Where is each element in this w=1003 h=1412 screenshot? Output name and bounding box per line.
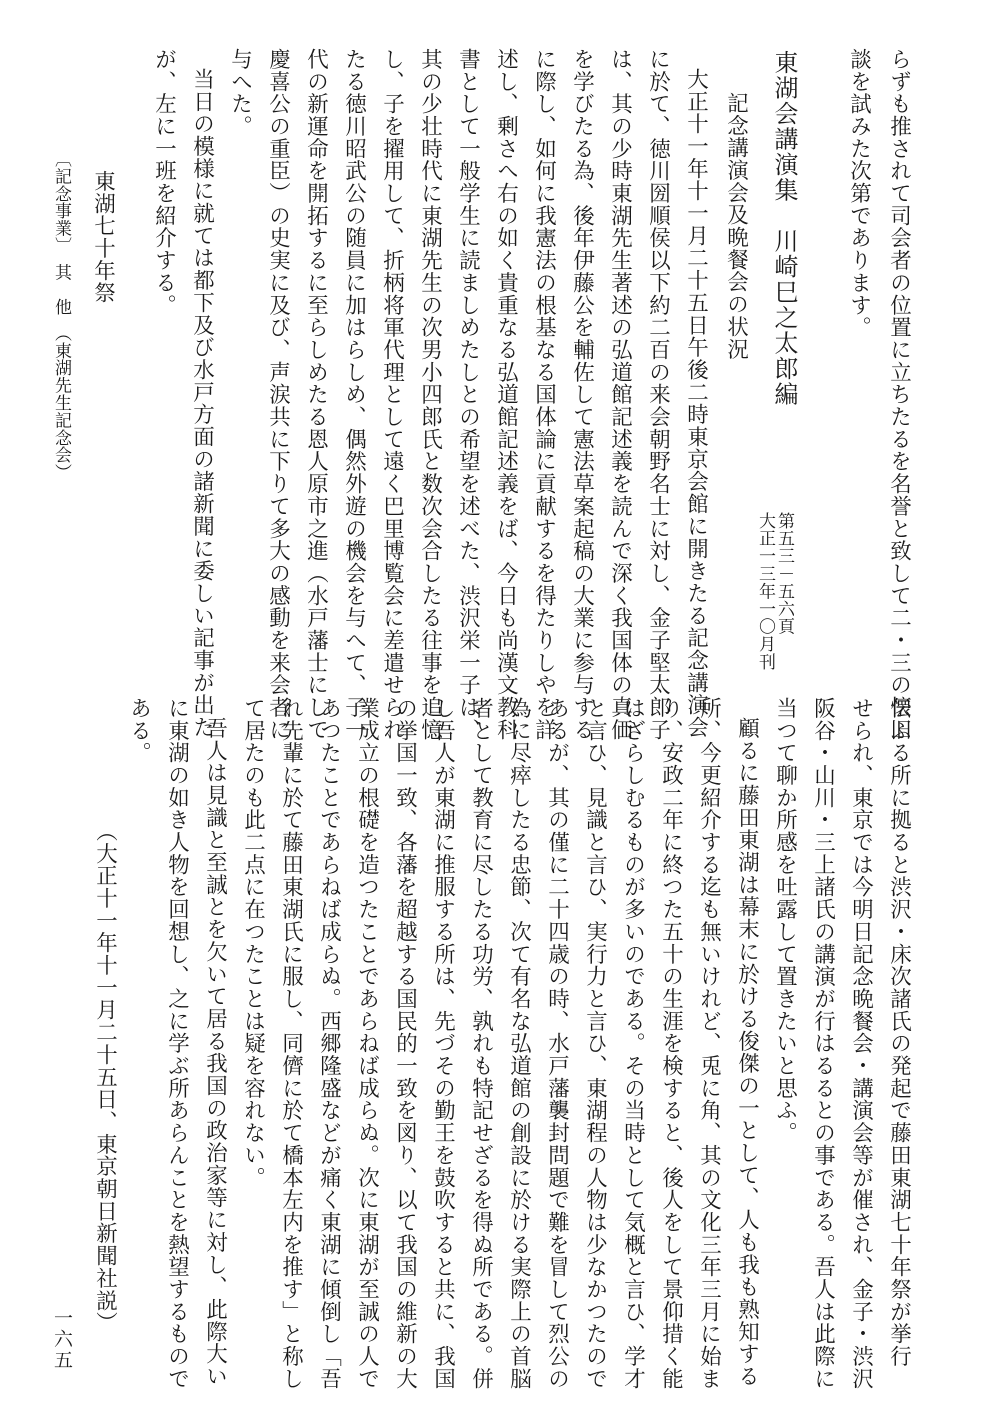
text-line: あるが、其の僅に二十四歳の時、水戸藩襲封問題で難を冒して烈公の (544, 697, 570, 1390)
text-line: に際し、如何に我憲法の根基なる国体論に貢献するを得たりしやを詳 (531, 48, 557, 741)
section-heading: 記念講演会及晩餐会の状況 (723, 92, 749, 361)
text-line: 其の少壮時代に東湖先生の次男小四郎氏と数次会合したる往事を追憶 (417, 48, 443, 741)
text-line: は、其の少時東湖先生著述の弘道館記述義を読んで深く我国体の真価 (607, 48, 633, 741)
text-line: が、左に一班を紹介する。 (151, 48, 177, 317)
text-line: ある。 (126, 697, 152, 765)
text-line: し、子を擢用して、折柄将軍代理として遠く巴里博覧会に差遣せられ (379, 48, 405, 741)
text-line: て居たのも此二点に在つたことは疑を容れない。 (240, 697, 266, 1189)
text-line: し吾人が東湖に推服する所は、先づその勤王を鼓吹すると共に、我国 (430, 697, 456, 1390)
text-line: 者として教育に尽したる功労、孰れも特記せざるを得ぬ所である。併 (468, 697, 494, 1390)
text-line: を学びたる為、後年伊藤公を輔佐して憲法草案起稿の大業に参与する (569, 48, 595, 741)
text-line: 当つて聊か所感を吐露して置きたいと思ふ。 (772, 697, 798, 1144)
category-label: 〔記念事業〕 其 他 （東湖先生記念会） (51, 150, 71, 481)
text-line: れ先輩に於て藤田東湖氏に服し、同儕に於て橋本左内を推す」と称し (278, 697, 304, 1390)
festival-title: 東湖七十年祭 (90, 170, 116, 305)
text-line: 代の新運命を開拓するに至らしめたる恩人原市之進（水戸藩士にして (303, 48, 329, 741)
text-line: と言ひ、見識と言ひ、実行力と言ひ、東湖程の人物は少なかつたので (582, 697, 608, 1390)
text-line: り、安政二年に終つた五十の生涯を検すると、後人をして景仰措く能 (658, 697, 684, 1390)
text-line: 当日の模様に就ては都下及び水戸方面の諸新聞に委しい記事が出た (189, 68, 215, 739)
page-number: 一六五 (51, 1308, 73, 1371)
text-line: たる徳川昭武公の随員に加はらしめ、偶然外遊の機会を与へて、子一 (341, 48, 367, 741)
text-line: せられ、東京では今明日記念晩餐会・講演会等が催され、金子・渋沢 (848, 697, 874, 1390)
text-line: の挙国一致、各藩を超越する国民的一致を図り、以て我国の維新の大 (392, 697, 418, 1390)
text-line: 慶喜公の重臣）の史実に及び、声涙共に下りて多大の感動を来会者に (265, 48, 291, 741)
text-line: に東湖の如き人物を回想し、之に学ぶ所あらんことを熱望するもので (164, 697, 190, 1390)
text-line: あつたことであらねば成らぬ。西郷隆盛などが痛く東湖に傾倒し「吾 (316, 697, 342, 1390)
text-line: 談を試みた次第であります。 (846, 48, 872, 339)
text-line: 与へた。 (227, 48, 253, 138)
text-line: 所、今更紹介する迄も無いけれど、兎に角、其の文化三年三月に始ま (696, 697, 722, 1390)
text-line: らずも推されて司会者の位置に立ちたるを名誉と致して二・三の懐旧 (886, 48, 912, 741)
text-line: 顧るに藤田東湖は幕末に於ける俊傑の一として、人も我も熟知する (734, 717, 760, 1388)
text-line: に於て、徳川圀順侯以下約二百の来会朝野名士に対し、金子堅太郎子 (645, 48, 671, 741)
text-line: 吾人は見識と至誠とを欠いて居る我国の政治家等に対し、此際大い (202, 717, 228, 1388)
text-line: はざらしむるものが多いのである。その当時として気概と言ひ、学才 (620, 697, 646, 1390)
text-line: 述し、剰さへ右の如く貴重なる弘道館記述義をば、今日も尚漢文教科 (493, 48, 519, 741)
source-citation-pages: 第五三－五六頁 (774, 512, 794, 636)
source-citation-date: 大正一三年一〇月刊 (755, 512, 775, 671)
text-line: 伝ふる所に拠ると渋沢・床次諸氏の発起で藤田東湖七十年祭が挙行 (886, 697, 912, 1368)
text-line: 為に尽瘁したる忠節、次て有名な弘道館の創設に於ける実際上の首脳 (506, 697, 532, 1390)
text-line: 書として一般学生に読ましめたしとの希望を述べた、渋沢栄一子は、 (455, 48, 481, 741)
text-line: 大正十一年十一月二十五日午後二時東京会館に開きたる記念講演会 (683, 68, 709, 739)
text-line: 阪谷・山川・三上諸氏の講演が行はるるとの事である。吾人は此際に (810, 697, 836, 1390)
text-line: 業成立の根礎を造つたことであらねば成らぬ。次に東湖が至誠の人で (354, 697, 380, 1390)
essay-title: 東湖会講演集 川崎巳之太郎編 (770, 50, 798, 407)
source-credit: （大正十一年十一月二十五日、東京朝日新聞社説） (92, 820, 118, 1335)
